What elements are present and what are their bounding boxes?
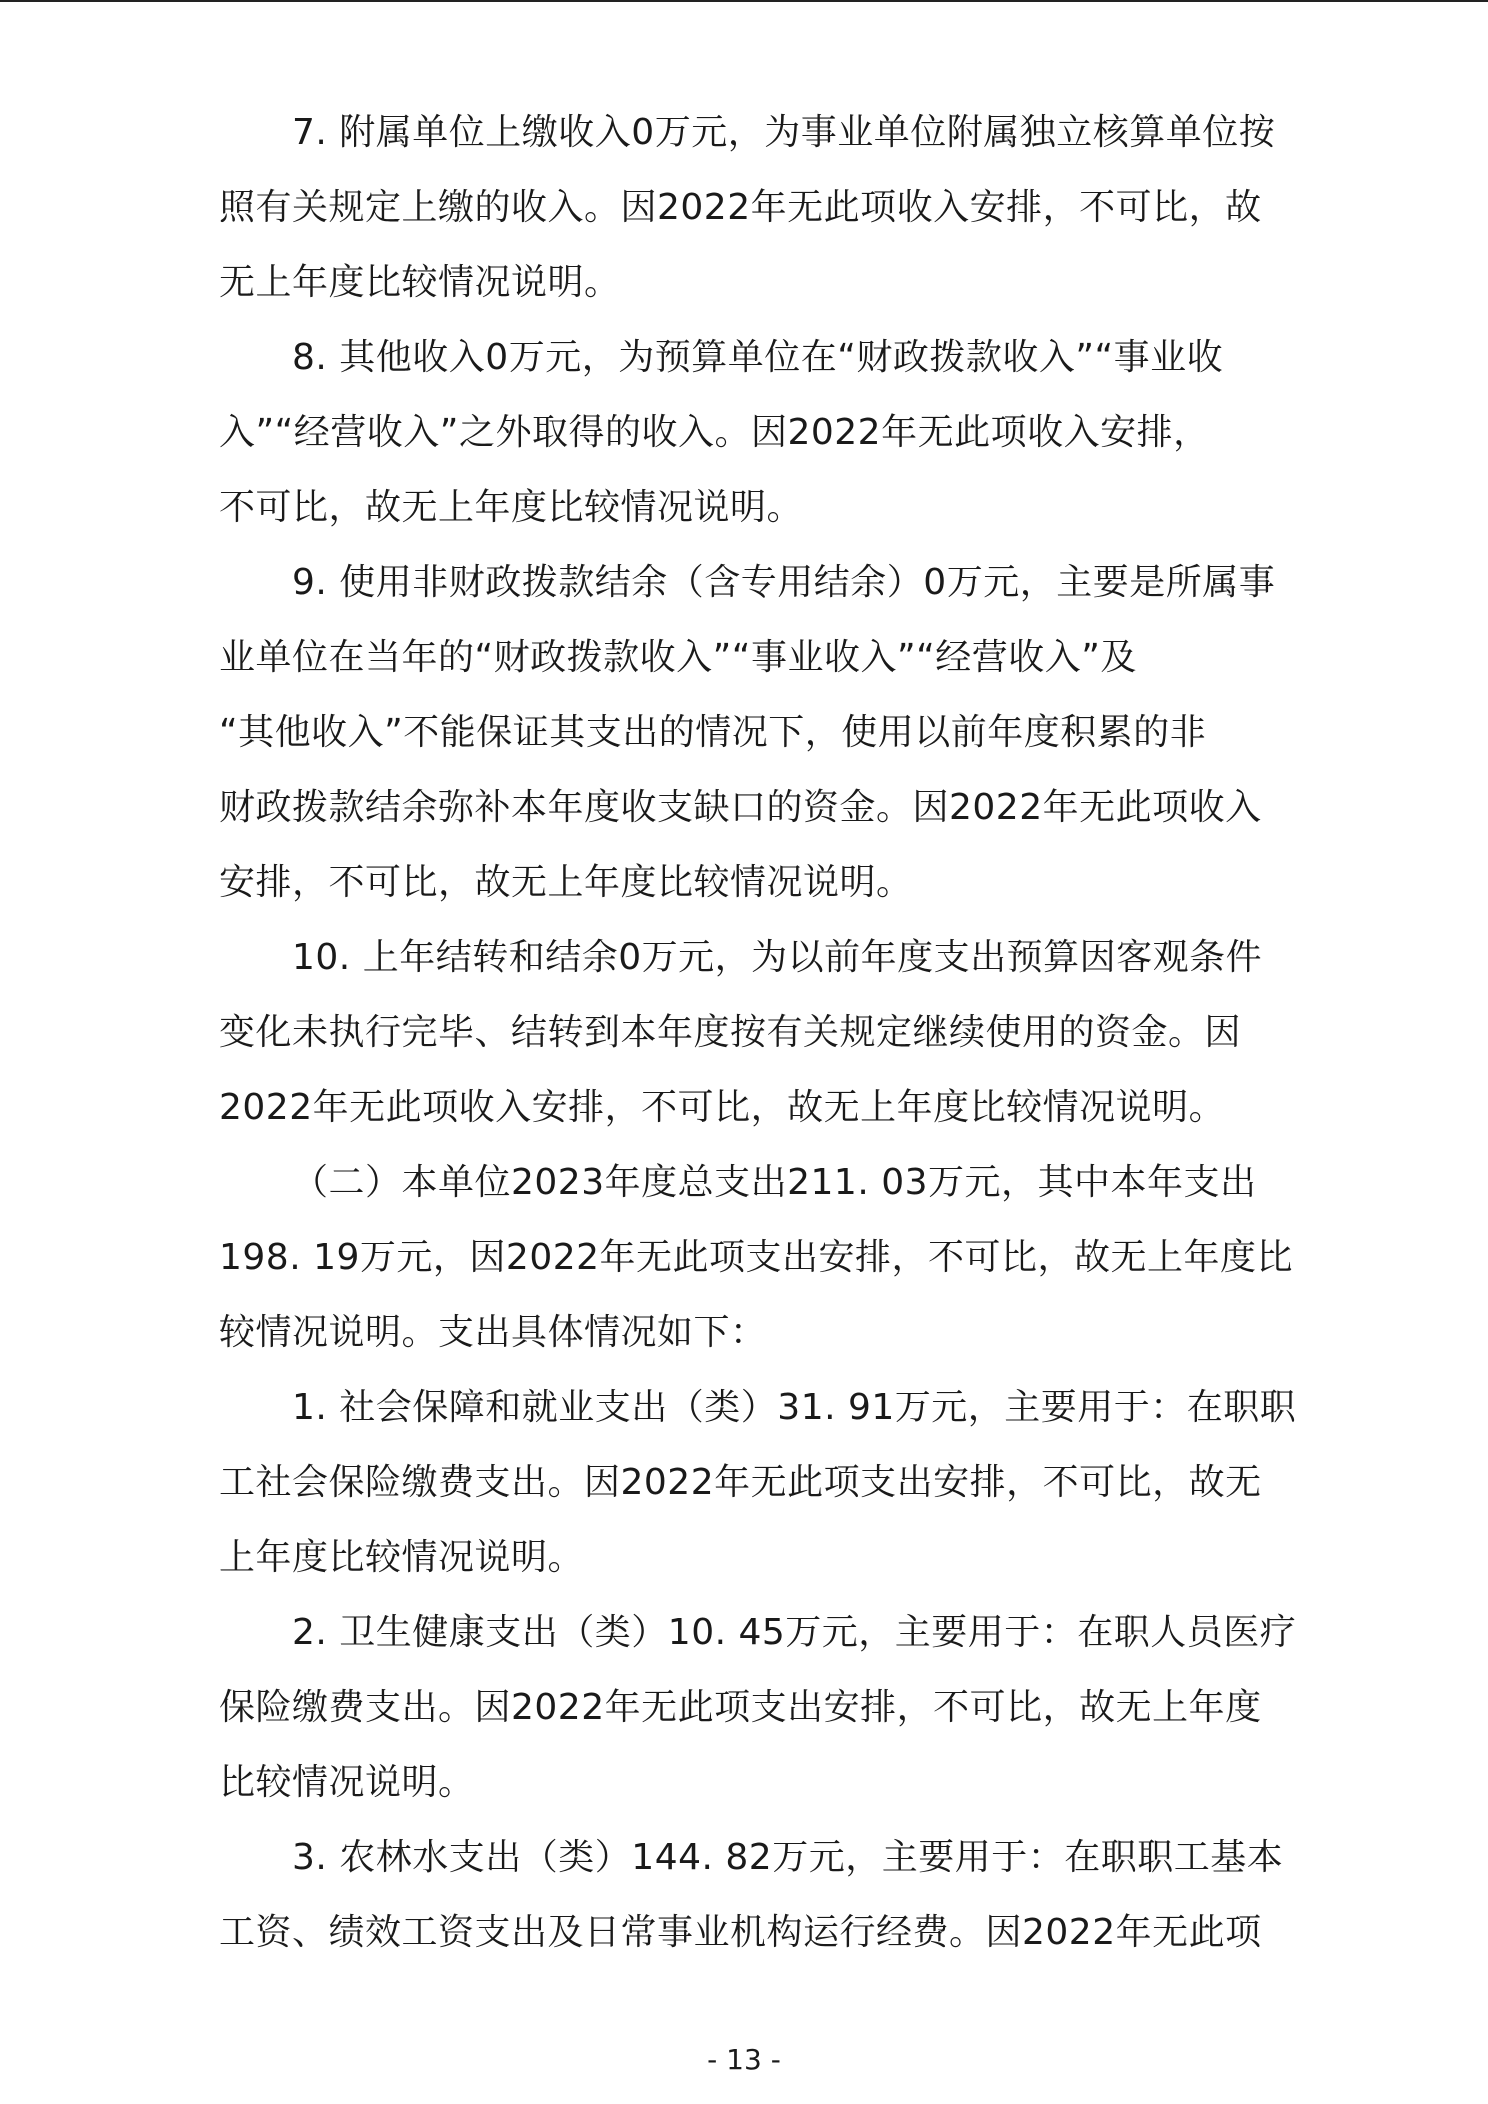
paragraph-line: 2022年无此项收入安排，不可比，故无上年度比较情况说明。 [219,1087,1226,1128]
paragraph-line: 业单位在当年的“财政拨款收入”“事业收入”“经营收入”及 [219,637,1137,678]
paragraph-line: 198. 19万元，因2022年无此项支出安排，不可比，故无上年度比 [219,1237,1294,1278]
paragraph-line: 10. 上年结转和结余0万元，为以前年度支出预算因客观条件 [292,937,1263,978]
paragraph-line: 变化未执行完毕、结转到本年度按有关规定继续使用的资金。因 [219,1012,1242,1053]
paragraph-line: 照有关规定上缴的收入。因2022年无此项收入安排，不可比，故 [219,187,1262,228]
paragraph-line: 保险缴费支出。因2022年无此项支出安排，不可比，故无上年度 [219,1687,1262,1728]
paragraph-line: 不可比，故无上年度比较情况说明。 [219,487,804,528]
paragraph-line: 安排，不可比，故无上年度比较情况说明。 [219,862,913,903]
document-body [219,95,1297,1970]
paragraph-line: “其他收入”不能保证其支出的情况下，使用以前年度积累的非 [219,712,1207,753]
paragraph-line: 上年度比较情况说明。 [219,1537,585,1578]
paragraph-line: 2. 卫生健康支出（类）10. 45万元，主要用于：在职人员医疗 [292,1612,1297,1653]
paragraph-line: 较情况说明。支出具体情况如下： [219,1312,767,1353]
paragraph-line: 工资、绩效工资支出及日常事业机构运行经费。因2022年无此项 [219,1912,1262,1953]
paragraph-line: 3. 农林水支出（类）144. 82万元，主要用于：在职职工基本 [292,1837,1284,1878]
paragraph-line: 入”“经营收入”之外取得的收入。因2022年无此项收入安排， [219,412,1210,453]
page-number: - 13 - [707,2043,781,2076]
paragraph-line: 工社会保险缴费支出。因2022年无此项支出安排，不可比，故无 [219,1462,1262,1503]
paragraph-line: 8. 其他收入0万元，为预算单位在“财政拨款收入”“事业收 [292,337,1224,378]
paragraph-line: 比较情况说明。 [219,1762,475,1803]
paragraph-line: 财政拨款结余弥补本年度收支缺口的资金。因2022年无此项收入 [219,787,1262,828]
paragraph-line: 9. 使用非财政拨款结余（含专用结余）0万元，主要是所属事 [292,562,1276,603]
paragraph-line: 无上年度比较情况说明。 [219,262,621,303]
section-heading-line: （二）本单位2023年度总支出211. 03万元，其中本年支出 [292,1162,1257,1203]
top-border-line [0,0,1488,2]
paragraph-line: 1. 社会保障和就业支出（类）31. 91万元，主要用于：在职职 [292,1387,1297,1428]
paragraph-line: 7. 附属单位上缴收入0万元，为事业单位附属独立核算单位按 [292,112,1276,153]
